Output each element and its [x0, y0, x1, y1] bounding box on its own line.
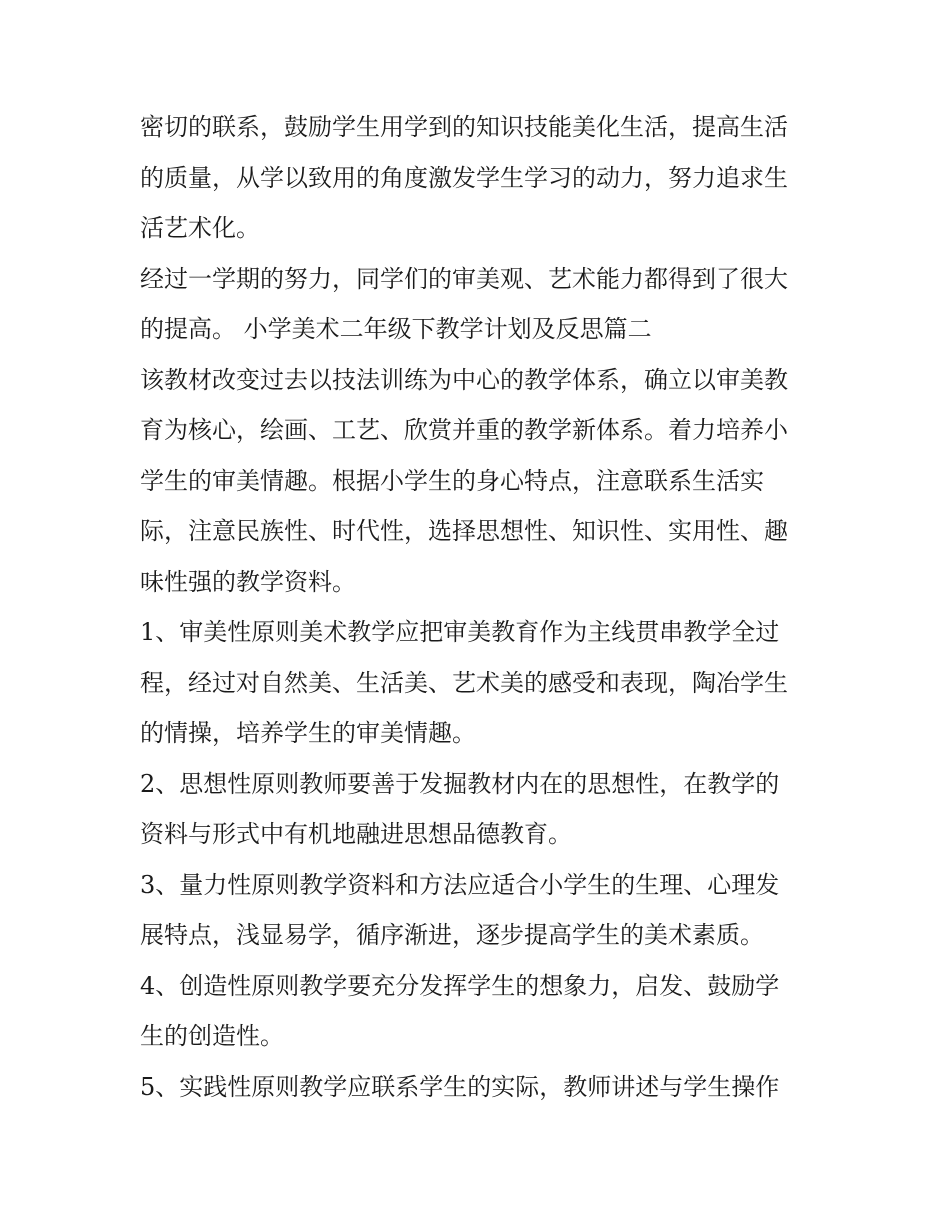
paragraph-2 [140, 254, 820, 355]
text-line: 活艺术化。 [140, 214, 260, 242]
paragraph-5 [140, 759, 820, 860]
paragraph-1 [140, 102, 820, 254]
text-line: 学生的审美情趣。根据小学生的身心特点，注意联系生活实 [140, 466, 764, 495]
text-line: 4、创造性原则教学要充分发挥学生的想象力，启发、鼓励学 [140, 971, 780, 1000]
text-line: 育为核心，绘画、工艺、欣赏并重的教学新体系。着力培养小 [140, 416, 788, 444]
text-line: 3、量力性原则教学资料和方法应适合小学生的生理、心理发 [140, 870, 780, 899]
text-line: 展特点，浅显易学，循序渐进，逐步提高学生的美术素质。 [140, 921, 764, 949]
paragraph-6 [140, 860, 820, 961]
text-line: 资料与形式中有机地融进思想品德教育。 [140, 820, 572, 848]
text-line: 5、实践性原则教学应联系学生的实际，教师讲述与学生操作 [140, 1072, 780, 1101]
text-line: 的质量，从学以致用的角度激发学生学习的动力，努力追求生 [140, 163, 788, 192]
paragraph-4 [140, 607, 820, 759]
text-line: 程，经过对自然美、生活美、艺术美的感受和表现，陶冶学生 [140, 668, 788, 697]
text-line: 际，注意民族性、时代性，选择思想性、知识性、实用性、趣 [140, 517, 788, 545]
text-line: 密切的联系，鼓励学生用学到的知识技能美化生活，提高生活 [140, 113, 788, 141]
text-line: 经过一学期的努力，同学们的审美观、艺术能力都得到了很大 [140, 264, 788, 293]
paragraph-3 [140, 355, 820, 608]
text-line: 2、思想性原则教师要善于发掘教材内在的思想性，在教学的 [140, 769, 780, 798]
paragraph-8 [140, 1062, 820, 1113]
text-line: 的情操，培养学生的审美情趣。 [140, 719, 476, 747]
text-line: 味性强的教学资料。 [140, 567, 356, 596]
paragraph-7 [140, 961, 820, 1062]
text-line: 1、审美性原则美术教学应把审美教育作为主线贯串教学全过 [140, 618, 780, 646]
text-line: 的提高。 小学美术二年级下教学计划及反思篇二 [140, 315, 652, 343]
document-body [140, 102, 820, 1112]
text-line: 该教材改变过去以技法训练为中心的教学体系，确立以审美教 [140, 365, 788, 394]
text-line: 生的创造性。 [140, 1022, 284, 1050]
